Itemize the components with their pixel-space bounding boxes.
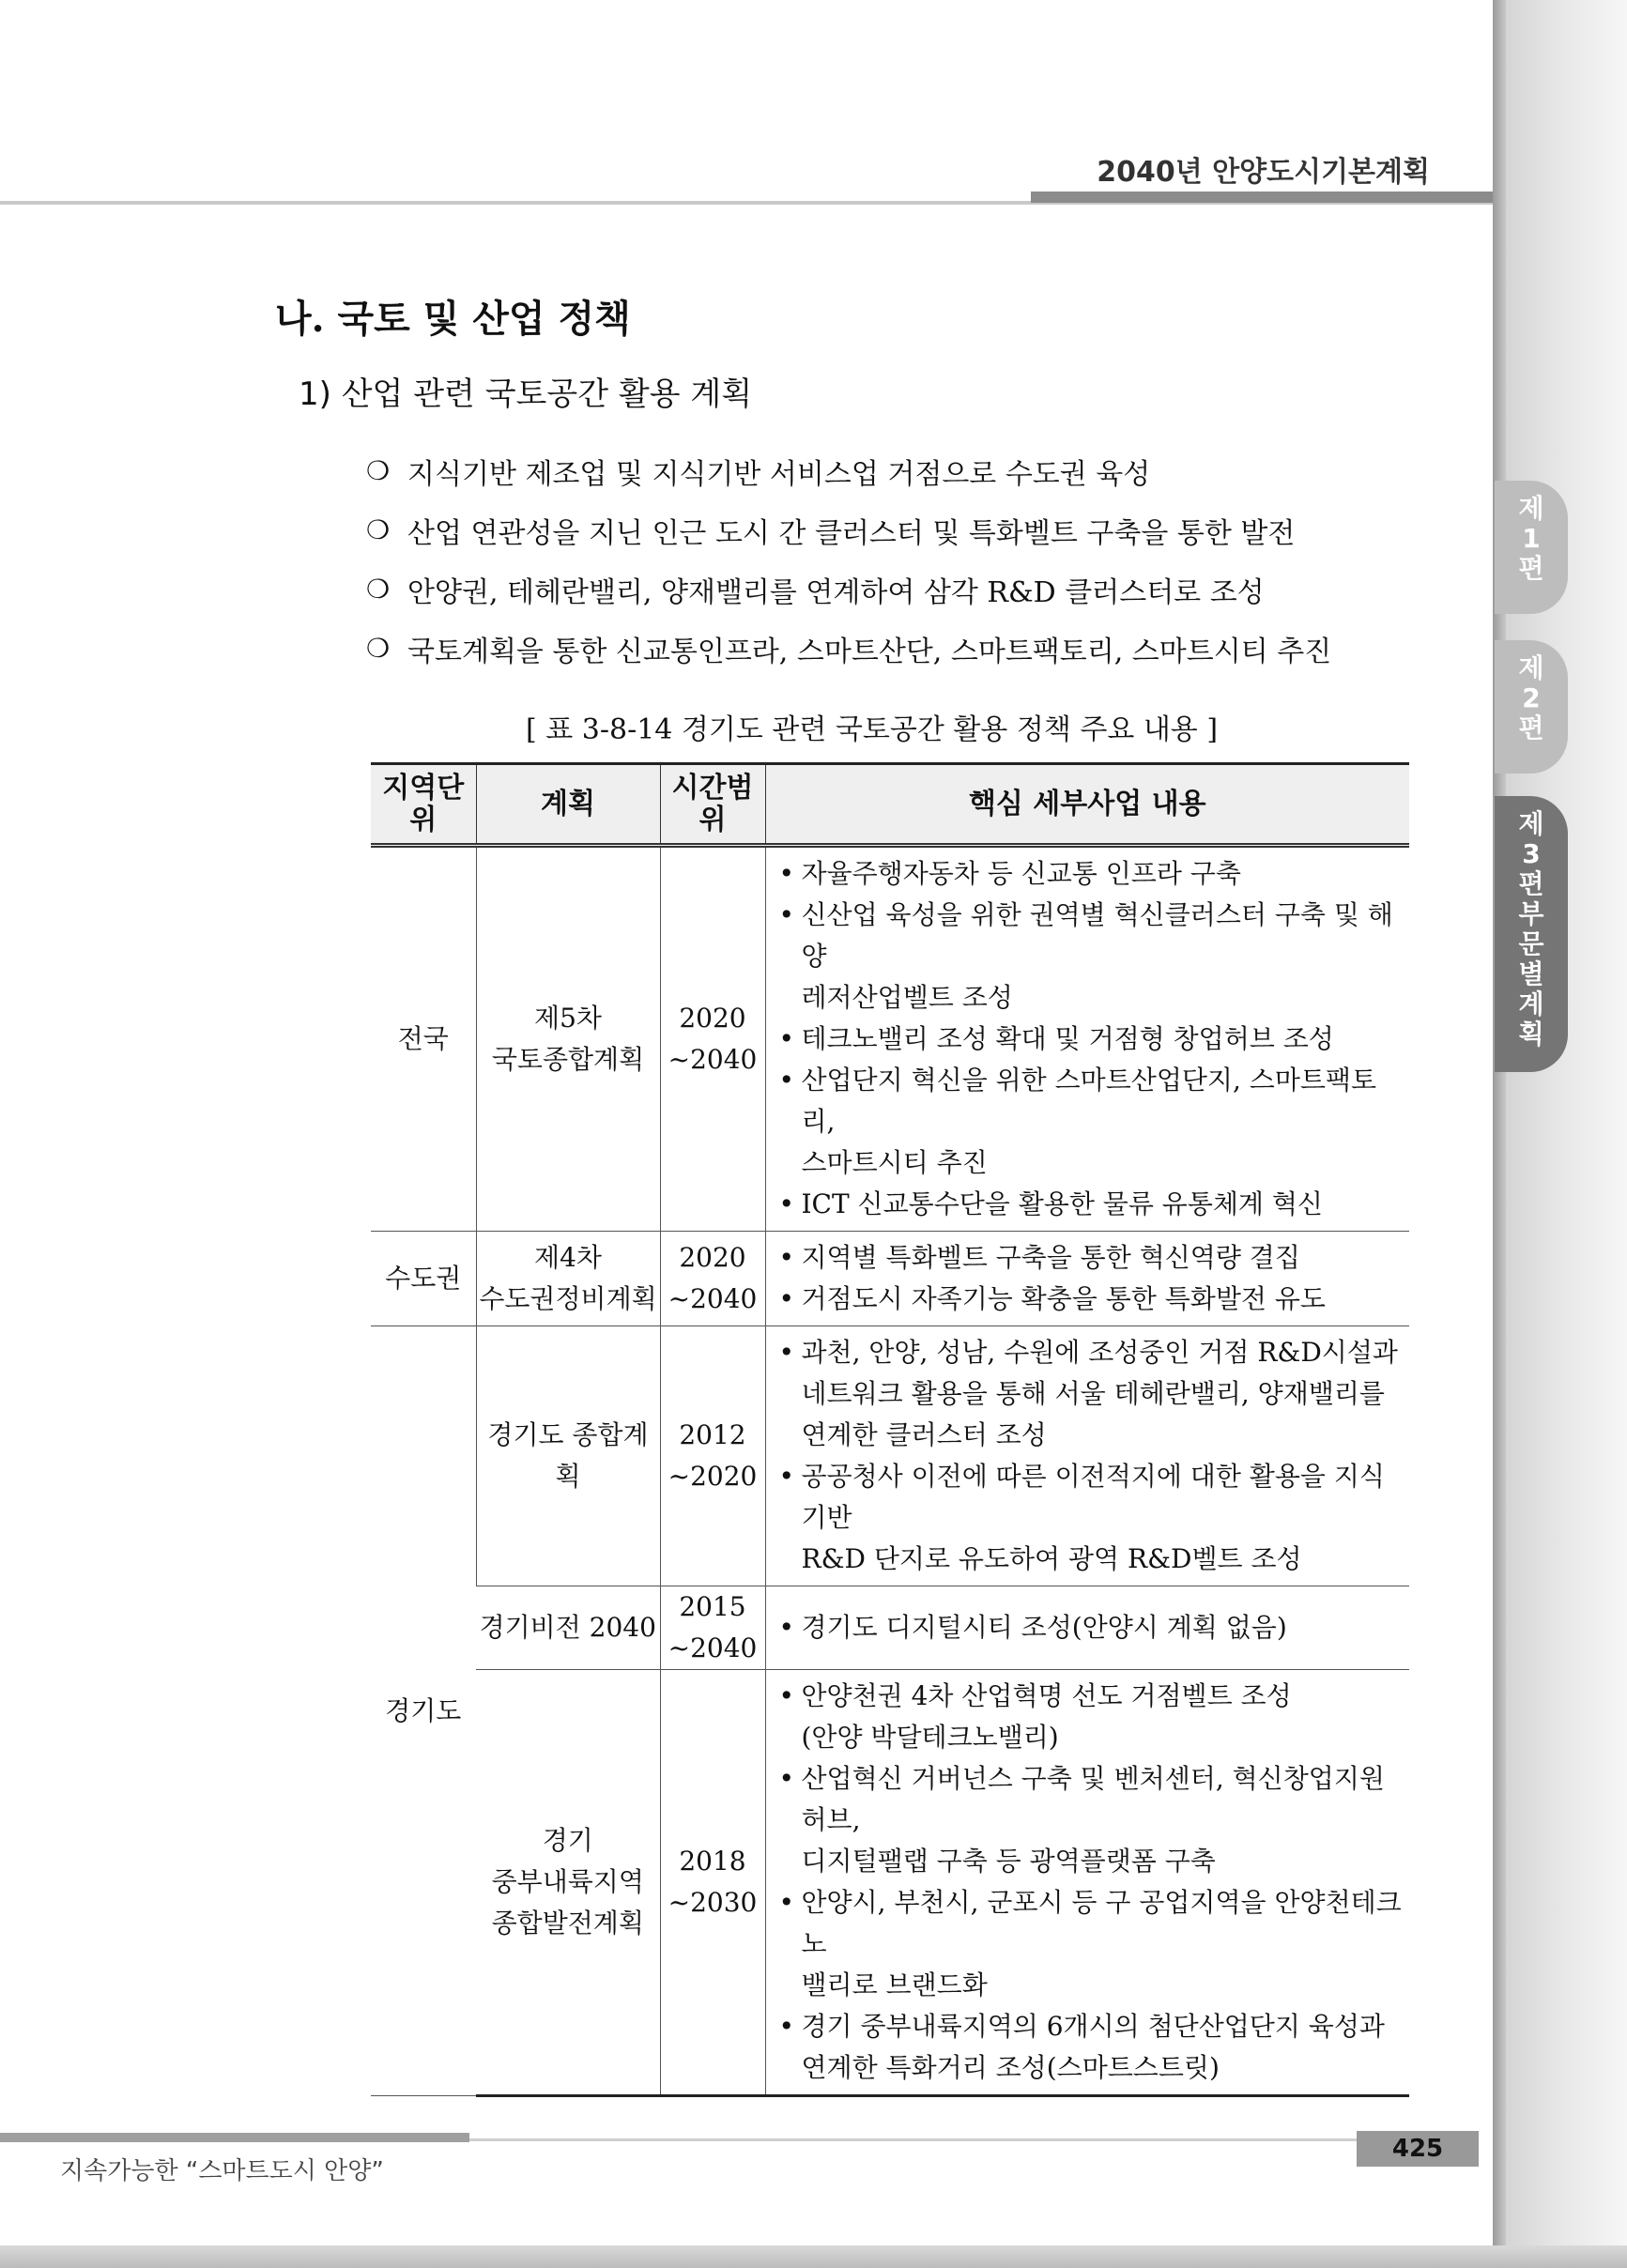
header-cell-plan: 계획 (476, 764, 660, 846)
side-tab-char: 제 (1518, 493, 1544, 524)
details-cell (765, 1670, 1409, 2096)
side-tab-part-1[interactable] (1495, 481, 1568, 614)
detail-text: 과천, 안양, 성남, 수원에 조성중인 거점 R&D시설과 네트워크 활용을 통해 서울 테헤란밸리, 양재밸리를 연계한 클러스터 조성 (801, 1337, 1398, 1450)
side-tab-char: 편 (1518, 713, 1544, 743)
plan-cell: 경기 중부내륙지역 종합발전계획 (476, 1670, 660, 2096)
detail-item (779, 853, 1404, 895)
side-tab-char: 제 (1518, 652, 1544, 683)
side-tab-char: 편 (1518, 868, 1544, 899)
table-header-row (371, 764, 1409, 846)
period-cell: 2020 ~2040 (660, 846, 765, 1232)
side-tab-char: 문 (1518, 928, 1544, 959)
footer-slogan: 지속가능한 “스마트도시 안양” (60, 2157, 384, 2185)
bullet-text: 지식기반 제조업 및 지식기반 서비스업 거점으로 수도권 육성 (407, 457, 1151, 491)
bullet-text: 국토계획을 통한 신교통인프라, 스마트산단, 스마트팩토리, 스마트시티 추진 (407, 635, 1332, 668)
region-cell: 경기도 (371, 1326, 476, 2096)
detail-text: 신산업 육성을 위한 권역별 혁신클러스터 구축 및 해양 레저산업벨트 조성 (801, 899, 1393, 1013)
bullet-mark: ❍ (366, 574, 391, 605)
details-cell (765, 846, 1409, 1232)
bullet-item (366, 500, 1399, 559)
side-tab-char: 제 (1518, 808, 1544, 839)
bullet-mark: ❍ (366, 633, 391, 664)
bullet-mark: ❍ (366, 455, 391, 486)
running-header-title: 2040년 안양도시기본계획 (1097, 156, 1430, 189)
detail-item (779, 1237, 1404, 1279)
header-cell-details: 핵심 세부사업 내용 (765, 764, 1409, 846)
subsection-heading: 1) 산업 관련 국토공간 활용 계획 (299, 375, 753, 413)
plan-cell: 경기비전 2040 (476, 1586, 660, 1670)
table-row (371, 1586, 1409, 1670)
detail-item (779, 1456, 1404, 1580)
table-row (371, 1326, 1409, 1586)
footer-rule-accent (0, 2133, 469, 2142)
side-tab-char: 3 (1522, 838, 1541, 869)
side-tab-char: 획 (1518, 1019, 1544, 1050)
detail-text: 거점도시 자족기능 확충을 통한 특화발전 유도 (801, 1283, 1326, 1314)
bullet-item (366, 559, 1399, 619)
detail-text: 테크노밸리 조성 확대 및 거점형 창업허브 조성 (801, 1023, 1334, 1054)
bullet-item (366, 619, 1399, 678)
detail-bullet: • (778, 1023, 795, 1054)
side-tab-part-2[interactable] (1495, 640, 1568, 774)
side-tab-char: 1 (1522, 523, 1541, 554)
detail-text: 지역별 특화벨트 구축을 통한 혁신역량 결집 (801, 1242, 1300, 1273)
page-number: 425 (1391, 2135, 1444, 2163)
details-cell (765, 1232, 1409, 1326)
detail-bullet: • (778, 1887, 795, 1918)
detail-text: ICT 신교통수단을 활용한 물류 유통체계 혁신 (801, 1188, 1323, 1219)
detail-bullet: • (778, 1461, 795, 1492)
page-bottom-shadow (0, 2245, 1627, 2268)
bullet-list (366, 441, 1399, 678)
plan-cell: 제5차 국토종합계획 (476, 846, 660, 1232)
detail-item (779, 1882, 1404, 2006)
detail-bullet: • (778, 2011, 795, 2042)
region-cell: 전국 (371, 846, 476, 1232)
bullet-mark: ❍ (366, 514, 391, 545)
table-row (371, 1232, 1409, 1326)
details-cell (765, 1586, 1409, 1670)
region-cell: 수도권 (371, 1232, 476, 1326)
detail-text: 자율주행자동차 등 신교통 인프라 구축 (801, 858, 1241, 889)
bullet-text: 산업 연관성을 지닌 인근 도시 간 클러스터 및 특화벨트 구축을 통한 발전 (407, 516, 1296, 550)
period-cell: 2020 ~2040 (660, 1232, 765, 1326)
detail-item (779, 1332, 1404, 1456)
header-cell-region: 지역단 위 (371, 764, 476, 846)
table-caption: [ 표 3-8-14 경기도 관련 국토공간 활용 정책 주요 내용 ] (526, 713, 1219, 746)
side-tab-char: 부 (1518, 898, 1544, 929)
detail-item (779, 1279, 1404, 1320)
detail-bullet: • (778, 1283, 795, 1314)
detail-item (779, 1019, 1404, 1060)
detail-bullet: • (778, 1612, 795, 1643)
bullet-text: 안양권, 테헤란밸리, 양재밸리를 연계하여 삼각 R&D 클러스터로 조성 (407, 575, 1265, 609)
side-tab-char: 계 (1518, 988, 1544, 1019)
header-rule-accent (1031, 192, 1493, 203)
detail-text: 안양천권 4차 산업혁명 선도 거점벨트 조성 (안양 박달테크노밸리) (801, 1680, 1292, 1753)
detail-item (779, 1184, 1404, 1225)
detail-bullet: • (778, 1680, 795, 1711)
bullet-item (366, 441, 1399, 500)
detail-text: 산업단지 혁신을 위한 스마트산업단지, 스마트팩토리, 스마트시티 추진 (801, 1065, 1377, 1178)
detail-bullet: • (778, 1242, 795, 1273)
side-tab-part-3[interactable] (1495, 796, 1568, 1072)
page-edge (1493, 0, 1627, 2268)
details-cell (765, 1326, 1409, 1586)
detail-item (779, 1676, 1404, 1758)
detail-item (779, 2006, 1404, 2089)
table-row (371, 846, 1409, 1232)
period-cell: 2018 ~2030 (660, 1670, 765, 2096)
detail-item (779, 1060, 1404, 1184)
detail-item (779, 1758, 1404, 1882)
side-tab-char: 편 (1518, 553, 1544, 584)
plan-cell: 경기도 종합계획 (476, 1326, 660, 1586)
policy-table (371, 762, 1409, 2097)
detail-text: 산업혁신 거버넌스 구축 및 벤처센터, 혁신창업지원허브, 디지털팰랩 구축 등 광역플랫폼 구축 (801, 1763, 1385, 1877)
detail-text: 안양시, 부천시, 군포시 등 구 공업지역을 안양천테크노 밸리로 브랜드화 (801, 1887, 1402, 2000)
side-tab-char: 별 (1518, 958, 1544, 989)
detail-bullet: • (778, 899, 795, 930)
detail-text: 경기도 디지털시티 조성(안양시 계획 없음) (801, 1612, 1287, 1643)
page-shadow (1493, 0, 1506, 2268)
section-heading: 나. 국토 및 산업 정책 (275, 297, 631, 341)
detail-bullet: • (778, 1065, 795, 1096)
detail-bullet: • (778, 1763, 795, 1794)
detail-text: 공공청사 이전에 따른 이전적지에 대한 활용을 지식기반 R&D 단지로 유도하여 광역 R&D벨트 조성 (801, 1461, 1385, 1574)
detail-bullet: • (778, 858, 795, 889)
period-cell: 2015 ~2040 (660, 1586, 765, 1670)
header-cell-period: 시간범 위 (660, 764, 765, 846)
detail-bullet: • (778, 1337, 795, 1368)
detail-text: 경기 중부내륙지역의 6개시의 첨단산업단지 육성과 연계한 특화거리 조성(스마트스트릿) (801, 2011, 1385, 2083)
detail-item (779, 1607, 1404, 1648)
period-cell: 2012 ~2020 (660, 1326, 765, 1586)
plan-cell: 제4차 수도권정비계획 (476, 1232, 660, 1326)
detail-item (779, 895, 1404, 1019)
side-tab-char: 2 (1522, 682, 1541, 713)
detail-bullet: • (778, 1188, 795, 1219)
table-row (371, 1670, 1409, 2096)
